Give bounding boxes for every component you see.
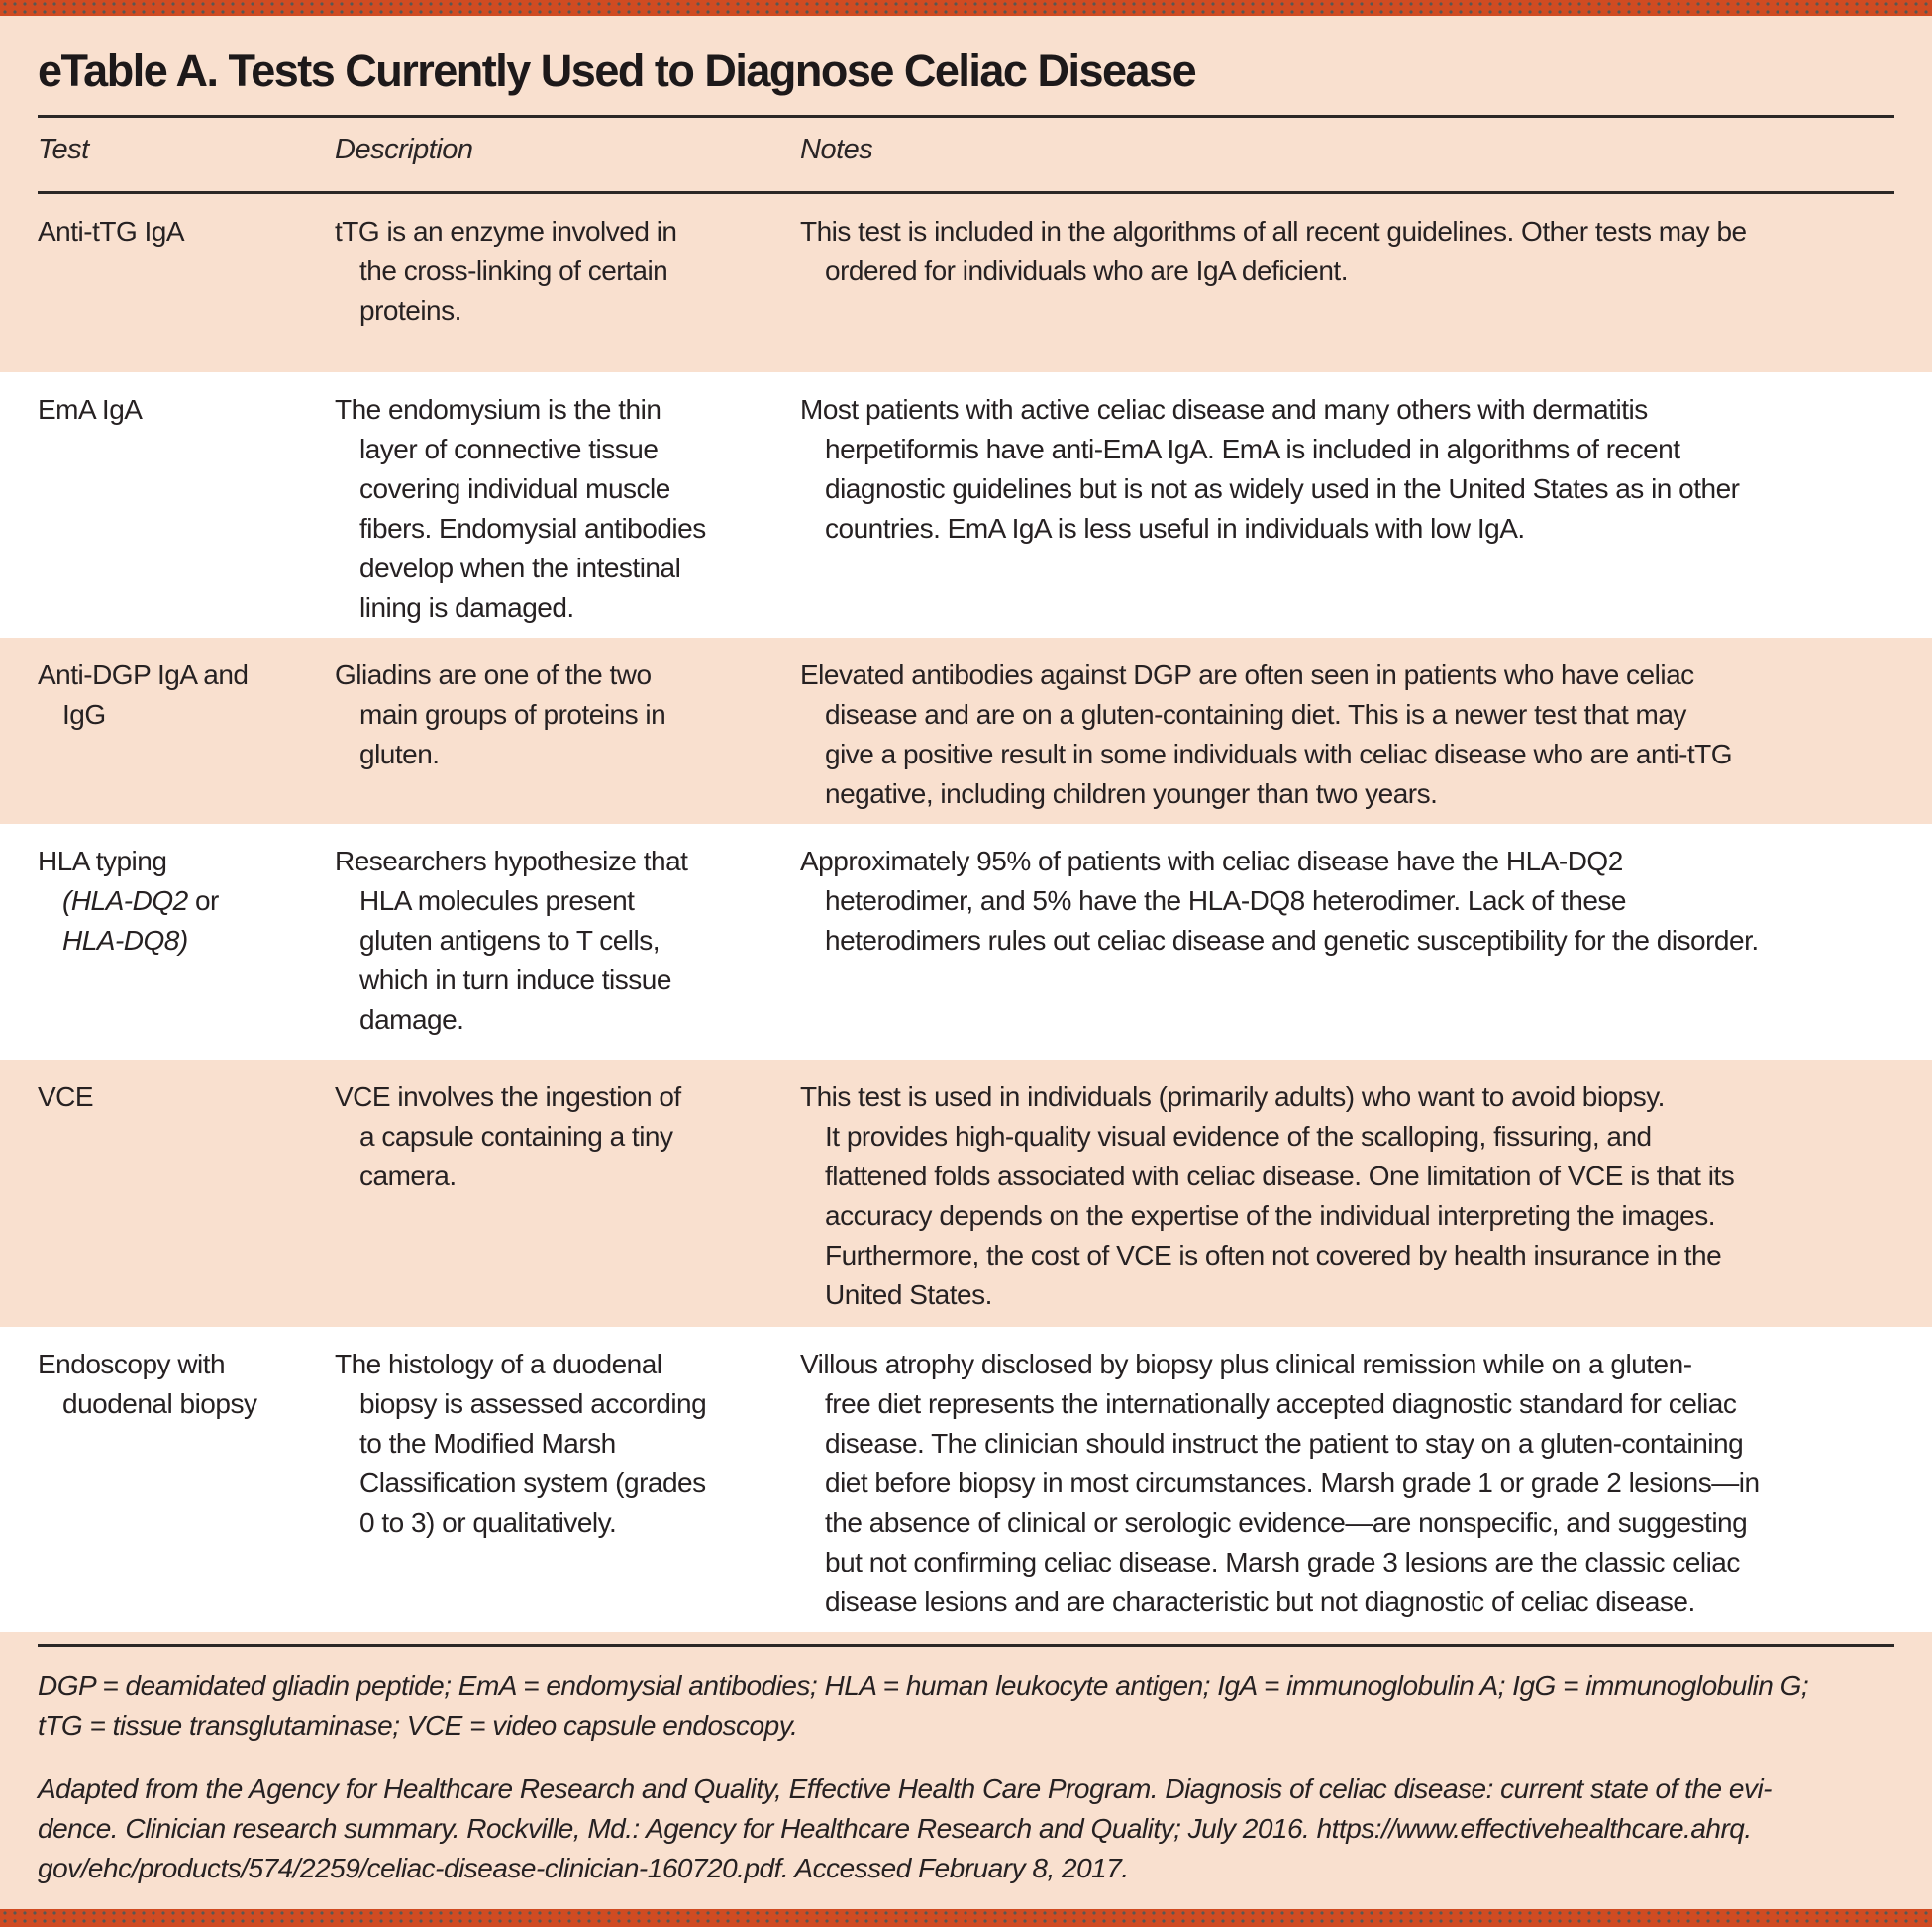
test-cell bbox=[38, 1077, 335, 1317]
description-cell bbox=[335, 1345, 800, 1622]
text-line: duodenal biopsy bbox=[62, 1388, 257, 1419]
text-line: VCE involves the ingestion of bbox=[335, 1081, 681, 1112]
text-line: countries. EmA IgA is less useful in individuals with low IgA. bbox=[825, 513, 1525, 544]
text-line: United States. bbox=[825, 1279, 992, 1310]
text-line: diagnostic guidelines but is not as widely used in the United States as in other bbox=[825, 473, 1740, 504]
text-line: It provides high-quality visual evidence of the scalloping, fissuring, and bbox=[825, 1121, 1652, 1152]
text-line: Researchers hypothesize that bbox=[335, 846, 688, 876]
text-line: disease lesions and are characteristic but not diagnostic of celiac disease. bbox=[825, 1586, 1695, 1617]
text-line: Furthermore, the cost of VCE is often not covered by health insurance in the bbox=[825, 1240, 1722, 1270]
text-line: tTG = tissue transglutaminase; VCE = video capsule endoscopy. bbox=[38, 1710, 798, 1741]
text-line: heterodimer, and 5% have the HLA-DQ8 heterodimer. Lack of these bbox=[825, 885, 1626, 916]
text-line: 0 to 3) or qualitatively. bbox=[359, 1507, 617, 1538]
text-line: ordered for individuals who are IgA deficient. bbox=[825, 255, 1348, 286]
description-cell bbox=[335, 842, 800, 1050]
text-line: Endoscopy with bbox=[38, 1349, 226, 1379]
text-line: disease and are on a gluten-containing diet. This is a newer test that may bbox=[825, 699, 1686, 730]
notes-cell bbox=[800, 390, 1894, 628]
text-line: IgG bbox=[62, 699, 106, 730]
table-row-hla-typing bbox=[0, 824, 1932, 1060]
text-line: gov/ehc/products/574/2259/celiac-disease-clinician-160720.pdf. Accessed February 8, 2017. bbox=[38, 1853, 1129, 1883]
text-line: which in turn induce tissue bbox=[359, 964, 671, 995]
bottom-accent-bar bbox=[0, 1909, 1932, 1927]
text-line: camera. bbox=[359, 1161, 457, 1191]
text-line: the cross-linking of certain bbox=[359, 255, 668, 286]
text-line: diet before biopsy in most circumstances. Marsh grade 1 or grade 2 lesions—in bbox=[825, 1468, 1760, 1498]
text-line: give a positive result in some individuals with celiac disease who are anti-tTG bbox=[825, 739, 1733, 769]
column-header-description: Description bbox=[335, 134, 473, 165]
notes-cell bbox=[800, 212, 1894, 362]
footer-rule bbox=[38, 1644, 1894, 1647]
text-line: a capsule containing a tiny bbox=[359, 1121, 673, 1152]
text-line: disease. The clinician should instruct the patient to stay on a gluten-containing bbox=[825, 1428, 1744, 1459]
test-cell bbox=[38, 842, 335, 1050]
text-line: Elevated antibodies against DGP are often seen in patients who have celiac bbox=[800, 659, 1694, 690]
table-row-endoscopy bbox=[0, 1327, 1932, 1632]
table-row-ema-iga bbox=[0, 372, 1932, 638]
text-line: herpetiformis have anti-EmA IgA. EmA is included in algorithms of recent bbox=[825, 434, 1680, 464]
description-cell bbox=[335, 212, 800, 362]
text-line: The endomysium is the thin bbox=[335, 394, 661, 425]
text-line: Villous atrophy disclosed by biopsy plus clinical remission while on a gluten- bbox=[800, 1349, 1692, 1379]
table-title: eTable A. Tests Currently Used to Diagnose Celiac Disease bbox=[38, 46, 1196, 96]
notes-cell bbox=[800, 842, 1894, 1050]
text-line: Approximately 95% of patients with celiac disease have the HLA-DQ2 bbox=[800, 846, 1623, 876]
notes-cell bbox=[800, 656, 1894, 814]
text-line: but not confirming celiac disease. Marsh grade 3 lesions are the classic celiac bbox=[825, 1547, 1740, 1577]
text-line: layer of connective tissue bbox=[359, 434, 659, 464]
text-line: accuracy depends on the expertise of the individual interpreting the images. bbox=[825, 1200, 1716, 1231]
text-line: (HLA-DQ2 or bbox=[62, 885, 219, 916]
text-line: develop when the intestinal bbox=[359, 553, 681, 583]
column-header-test: Test bbox=[38, 134, 89, 165]
text-line: Classification system (grades bbox=[359, 1468, 706, 1498]
text-line: damage. bbox=[359, 1004, 464, 1035]
notes-cell bbox=[800, 1345, 1894, 1622]
text-line: HLA-DQ8) bbox=[62, 925, 188, 956]
description-cell bbox=[335, 656, 800, 814]
text-line: fibers. Endomysial antibodies bbox=[359, 513, 706, 544]
text-line: main groups of proteins in bbox=[359, 699, 666, 730]
text-line: EmA IgA bbox=[38, 394, 143, 425]
description-cell bbox=[335, 1077, 800, 1317]
test-cell bbox=[38, 390, 335, 628]
description-cell bbox=[335, 390, 800, 628]
text-line: covering individual muscle bbox=[359, 473, 670, 504]
text-line: gluten antigens to T cells, bbox=[359, 925, 661, 956]
text-line: The histology of a duodenal bbox=[335, 1349, 662, 1379]
test-cell bbox=[38, 1345, 335, 1622]
text-line: Anti-DGP IgA and bbox=[38, 659, 249, 690]
table-row-anti-ttg-iga bbox=[0, 194, 1932, 372]
text-line: This test is included in the algorithms of all recent guidelines. Other tests may be bbox=[800, 216, 1747, 247]
text-line: tTG is an enzyme involved in bbox=[335, 216, 677, 247]
text-line: DGP = deamidated gliadin peptide; EmA = endomysial antibodies; HLA = human leukocyte antigen; IgA = immunoglobulin A; IgG = immunoglobulin G; bbox=[38, 1671, 1809, 1701]
table-row-vce bbox=[0, 1060, 1932, 1327]
text-line: This test is used in individuals (primarily adults) who want to avoid biopsy. bbox=[800, 1081, 1665, 1112]
text-line: to the Modified Marsh bbox=[359, 1428, 616, 1459]
table-footnote-area bbox=[0, 1644, 1932, 1888]
text-line: biopsy is assessed according bbox=[359, 1388, 707, 1419]
text-line: Adapted from the Agency for Healthcare Research and Quality, Effective Health Care Program. Diagnosis of celiac disease: current state of the evi- bbox=[38, 1774, 1773, 1804]
text-line: proteins. bbox=[359, 295, 461, 326]
text-line: HLA molecules present bbox=[359, 885, 635, 916]
top-accent-bar bbox=[0, 0, 1932, 16]
table-row-anti-dgp bbox=[0, 638, 1932, 824]
test-cell bbox=[38, 656, 335, 814]
source-attribution bbox=[38, 1770, 1894, 1888]
notes-cell bbox=[800, 1077, 1894, 1317]
text-line: gluten. bbox=[359, 739, 440, 769]
text-line: negative, including children younger than two years. bbox=[825, 778, 1438, 809]
text-line: dence. Clinician research summary. Rockville, Md.: Agency for Healthcare Research and Quality; July 2016. https://www.effectivehealthcare.ahrq. bbox=[38, 1813, 1752, 1844]
text-line: Gliadins are one of the two bbox=[335, 659, 652, 690]
text-line: the absence of clinical or serologic evidence—are nonspecific, and suggesting bbox=[825, 1507, 1748, 1538]
text-line: Anti-tTG IgA bbox=[38, 216, 185, 247]
text-line: HLA typing bbox=[38, 846, 167, 876]
test-cell bbox=[38, 212, 335, 362]
text-line: Most patients with active celiac disease and many others with dermatitis bbox=[800, 394, 1648, 425]
column-header-notes: Notes bbox=[800, 134, 873, 165]
column-header-row bbox=[0, 118, 1932, 191]
text-line: flattened folds associated with celiac disease. One limitation of VCE is that its bbox=[825, 1161, 1735, 1191]
text-line: free diet represents the internationally accepted diagnostic standard for celiac bbox=[825, 1388, 1737, 1419]
abbreviations-note bbox=[38, 1667, 1894, 1746]
text-line: heterodimers rules out celiac disease and genetic susceptibility for the disorder. bbox=[825, 925, 1759, 956]
text-line: lining is damaged. bbox=[359, 592, 574, 623]
text-line: VCE bbox=[38, 1081, 94, 1112]
